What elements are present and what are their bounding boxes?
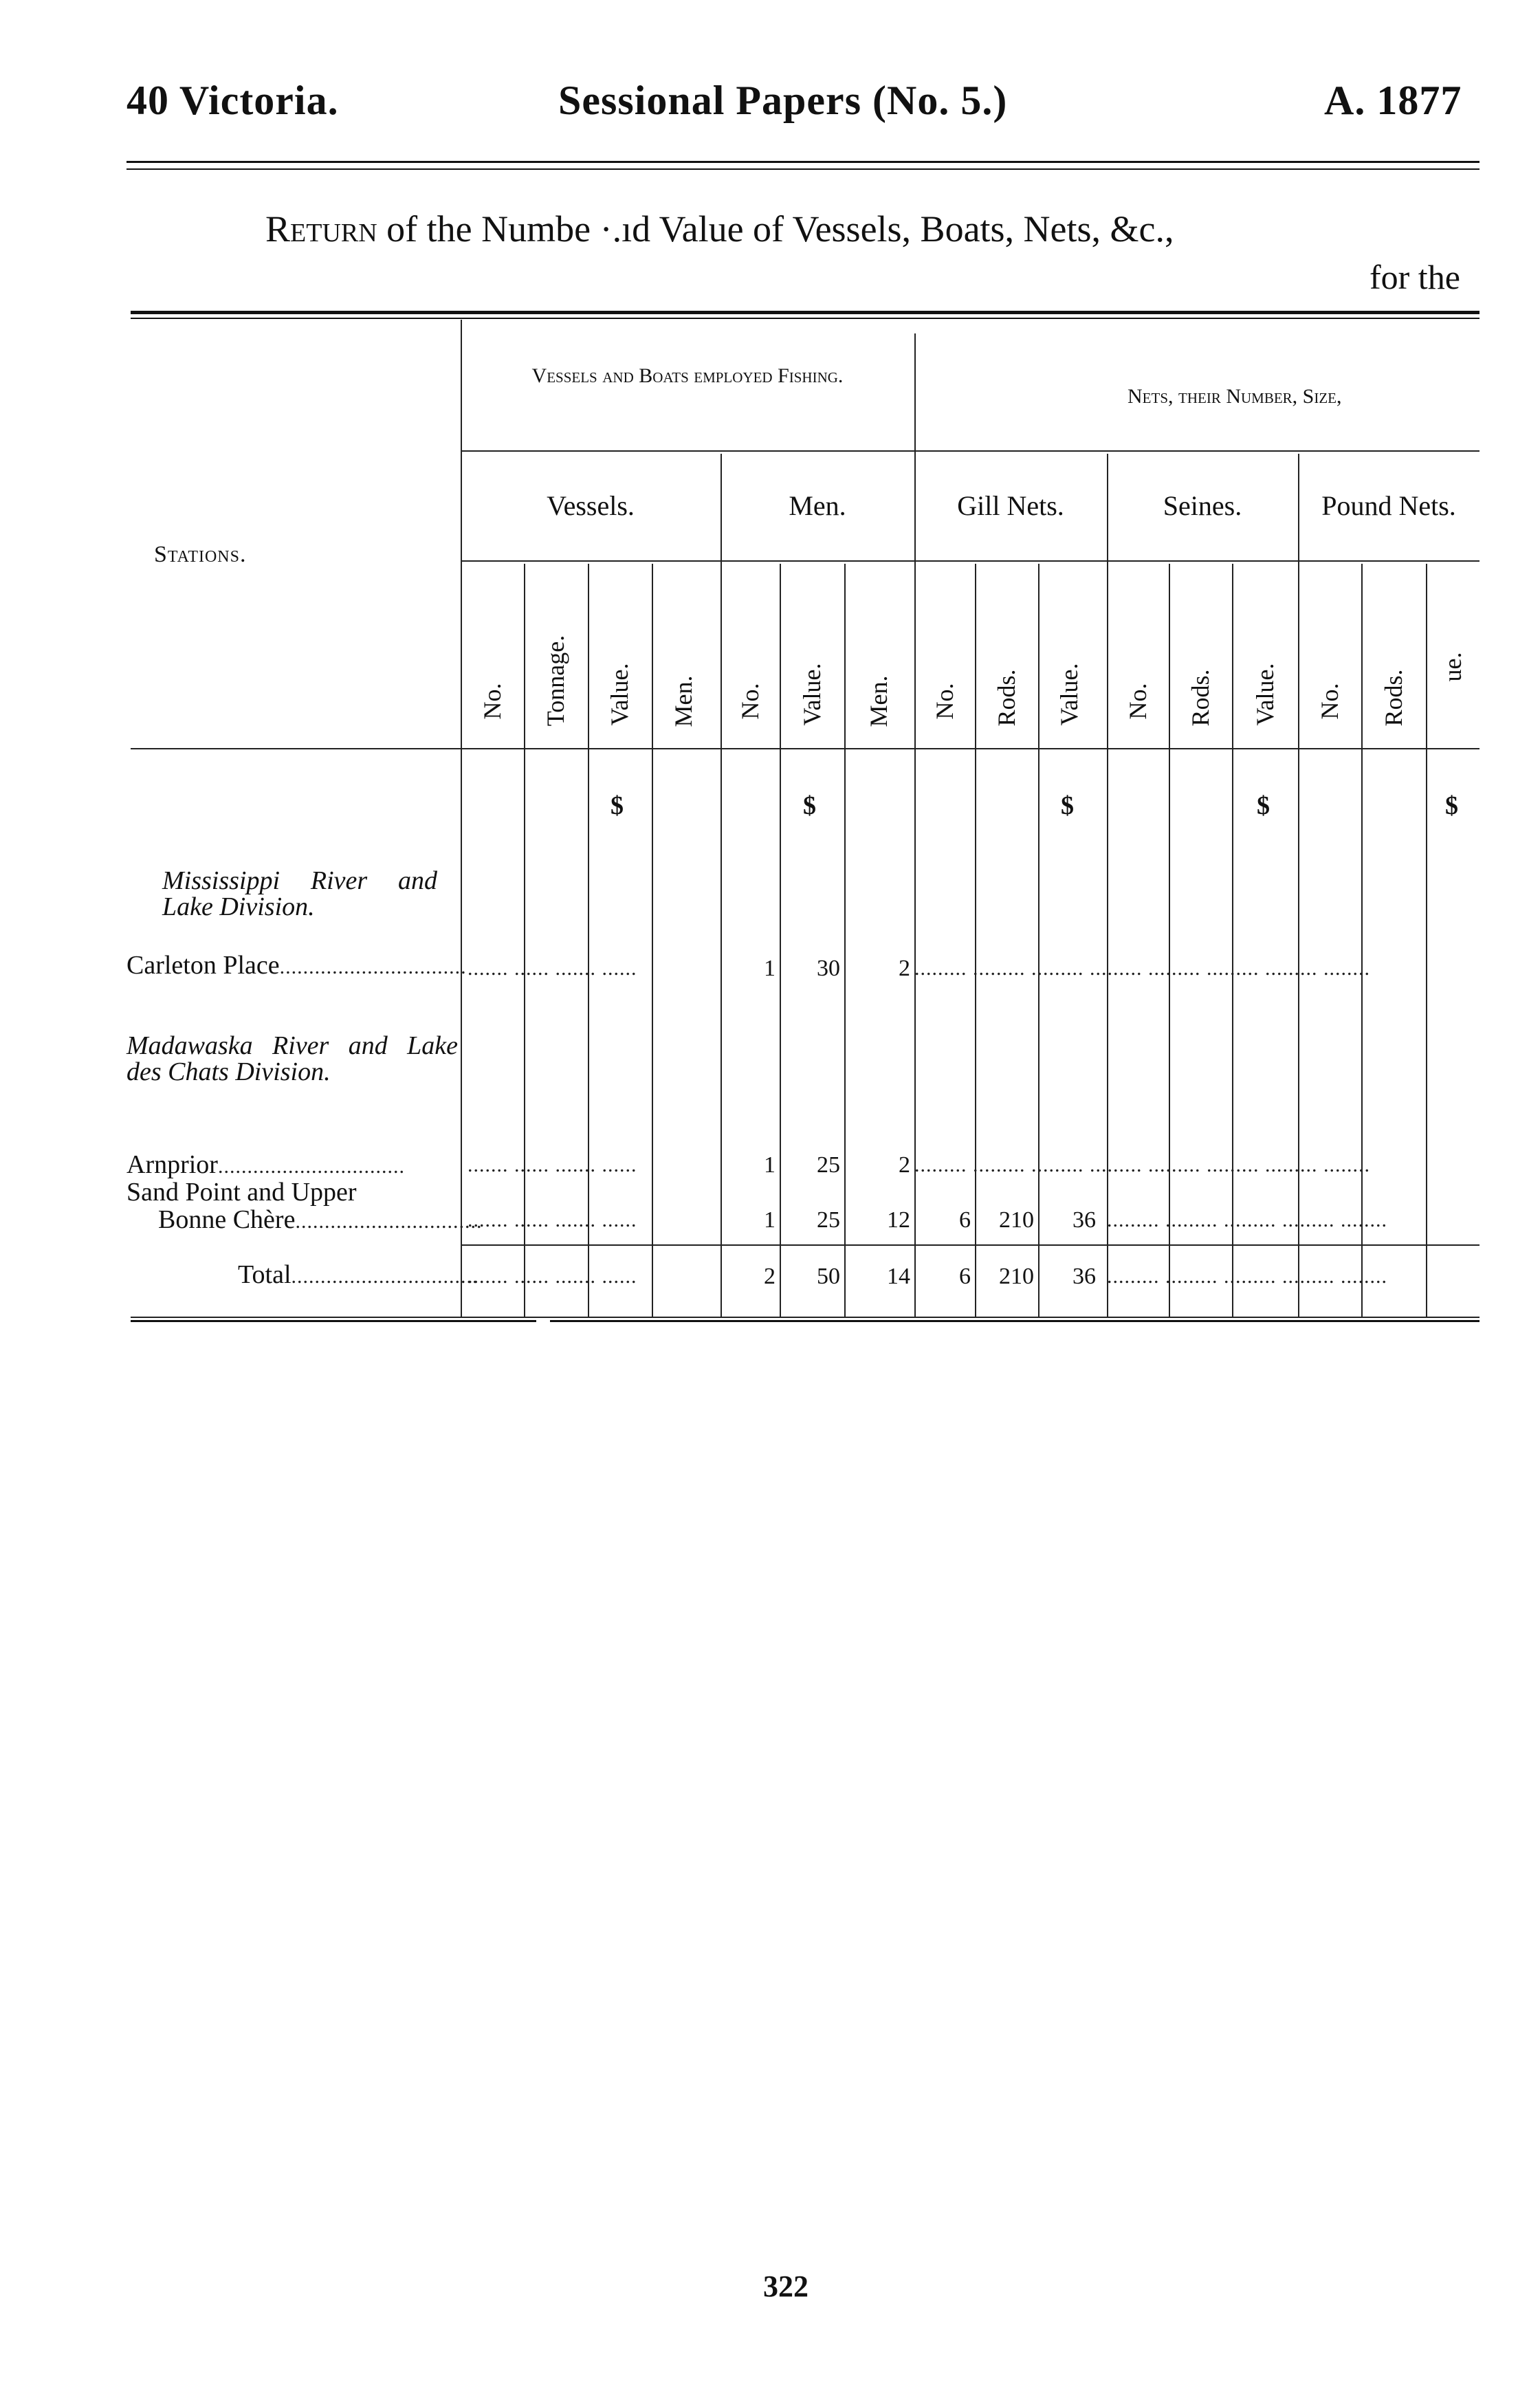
page-number: 322	[763, 2269, 808, 2303]
header-year: A. 1877	[1324, 78, 1462, 123]
grid-line	[524, 564, 525, 1317]
table-cell: 25	[817, 1152, 840, 1178]
document-title	[265, 208, 1174, 250]
total-cell: 2	[764, 1264, 776, 1289]
grid-line	[461, 320, 462, 1317]
leader-dots: ................................	[217, 1155, 405, 1178]
document-title-continued: for the	[1370, 258, 1460, 296]
table-cell: 2	[899, 956, 910, 981]
empty-cell-dots: ....... ...... ....... ......	[468, 1209, 637, 1231]
currency-unit: $	[1061, 791, 1074, 820]
empty-cell-dots: ......... ......... ......... ......... ......... ......... ......... ........	[914, 957, 1370, 980]
subheader-men: Men.	[789, 490, 846, 521]
section-mississippi: Mississippi River and Lake Division.	[162, 866, 437, 921]
table-top-rule-thin	[131, 318, 1480, 319]
header-volume: 40 Victoria.	[126, 78, 339, 123]
section-madawaska-text: Madawaska River and Lake des Chats Division.	[126, 1031, 458, 1086]
column-header: No.	[736, 683, 764, 720]
column-header: ue.	[1439, 652, 1466, 682]
total-label-text: Total	[238, 1260, 292, 1289]
column-header: Men.	[670, 675, 697, 727]
table-cell: 1	[764, 1152, 776, 1178]
table-cell: 2	[899, 1152, 910, 1178]
table-cell: 6	[959, 1207, 971, 1233]
leader-dots: ................................	[279, 956, 467, 978]
title-return: Return	[265, 208, 377, 250]
grid-line	[780, 564, 781, 1317]
table-cell: 30	[817, 956, 840, 981]
row-label	[126, 1150, 458, 1180]
grid-line	[975, 564, 976, 1317]
grid-line	[461, 560, 1480, 562]
table-top-rule-thick	[131, 311, 1480, 314]
column-header: No.	[1316, 683, 1343, 720]
row-label	[126, 1177, 458, 1207]
title-rest: of the Numbe ·.ıd Value of Vessels, Boats, Nets, &c.,	[377, 208, 1174, 250]
leader-dots: ................................	[295, 1210, 483, 1233]
grid-line	[1038, 564, 1040, 1317]
table-bottom-rule	[550, 1320, 1480, 1322]
row-label-text: Bonne Chère	[158, 1205, 296, 1234]
total-cell: 36	[1072, 1264, 1096, 1289]
row-label-text: Sand Point and Upper	[126, 1178, 357, 1207]
empty-cell-dots: ....... ...... ....... ......	[468, 1154, 637, 1176]
table-cell: 210	[999, 1207, 1034, 1233]
grid-line	[588, 564, 589, 1317]
grid-line	[1361, 564, 1363, 1317]
grid-line	[131, 748, 1480, 749]
column-header: Value.	[606, 663, 633, 726]
header-sessional-papers: Sessional Papers (No. 5.)	[558, 78, 1008, 123]
currency-unit: $	[803, 791, 816, 820]
grid-line	[1298, 454, 1299, 1317]
group-header-nets: Nets, their Number, Size,	[1128, 385, 1342, 408]
grid-line	[1169, 564, 1170, 1317]
leader-dots: ................................	[291, 1265, 478, 1288]
stations-header: Stations.	[154, 542, 247, 567]
table-cell: 1	[764, 1207, 776, 1233]
row-label	[158, 1205, 483, 1235]
column-header: Men.	[865, 675, 892, 727]
section-madawaska	[126, 1033, 458, 1085]
row-label-text: Carleton Place	[126, 951, 280, 980]
grid-line	[844, 564, 846, 1317]
row-label-text: Arnprior	[126, 1150, 218, 1179]
header-rule-top	[126, 161, 1480, 163]
column-header: No.	[1124, 683, 1152, 720]
column-header: No.	[478, 683, 506, 720]
currency-unit: $	[1257, 791, 1270, 820]
subheader-vessels: Vessels.	[547, 490, 635, 521]
column-header: Rods.	[1380, 669, 1407, 727]
grid-line	[652, 564, 653, 1317]
empty-cell-dots: ....... ...... ....... ......	[468, 957, 637, 980]
grid-line	[461, 450, 1480, 452]
table-cell: 1	[764, 956, 776, 981]
table-cell: 25	[817, 1207, 840, 1233]
column-header: No.	[931, 683, 958, 720]
currency-unit: $	[610, 791, 624, 820]
subheader-gill-nets: Gill Nets.	[957, 490, 1064, 521]
column-header: Value.	[1055, 663, 1083, 726]
total-cell: 50	[817, 1264, 840, 1289]
grid-line	[720, 454, 722, 1317]
empty-cell-dots: ......... ......... ......... ......... ........	[1107, 1265, 1387, 1288]
grid-line	[131, 1317, 1480, 1318]
empty-cell-dots: ......... ......... ......... ......... ......... ......... ......... ........	[914, 1154, 1370, 1176]
column-header: Rods.	[993, 669, 1020, 727]
total-label	[238, 1260, 478, 1290]
grid-line	[461, 1244, 1480, 1246]
table-bottom-rule	[131, 1320, 536, 1322]
subheader-seines: Seines.	[1163, 490, 1242, 521]
row-label	[126, 950, 467, 980]
table-cell: 12	[887, 1207, 910, 1233]
total-cell: 14	[887, 1264, 910, 1289]
table-cell: 36	[1072, 1207, 1096, 1233]
column-header: Rods.	[1187, 669, 1214, 727]
total-cell: 6	[959, 1264, 971, 1289]
grid-line	[1426, 564, 1427, 1317]
column-header: Value.	[798, 663, 826, 726]
grid-line	[1232, 564, 1233, 1317]
header-rule-bottom	[126, 168, 1480, 170]
currency-unit: $	[1445, 791, 1458, 820]
column-header: Value.	[1251, 663, 1279, 726]
empty-cell-dots: ......... ......... ......... ......... ........	[1107, 1209, 1387, 1231]
empty-cell-dots: ....... ...... ....... ......	[468, 1265, 637, 1288]
subheader-pound-nets: Pound Nets.	[1321, 490, 1456, 521]
group-header-vessels-boats: Vessels and Boats employed Fishing.	[531, 364, 844, 387]
grid-line	[1107, 454, 1108, 1317]
column-header: Tonnage.	[542, 635, 569, 727]
total-cell: 210	[999, 1264, 1034, 1289]
